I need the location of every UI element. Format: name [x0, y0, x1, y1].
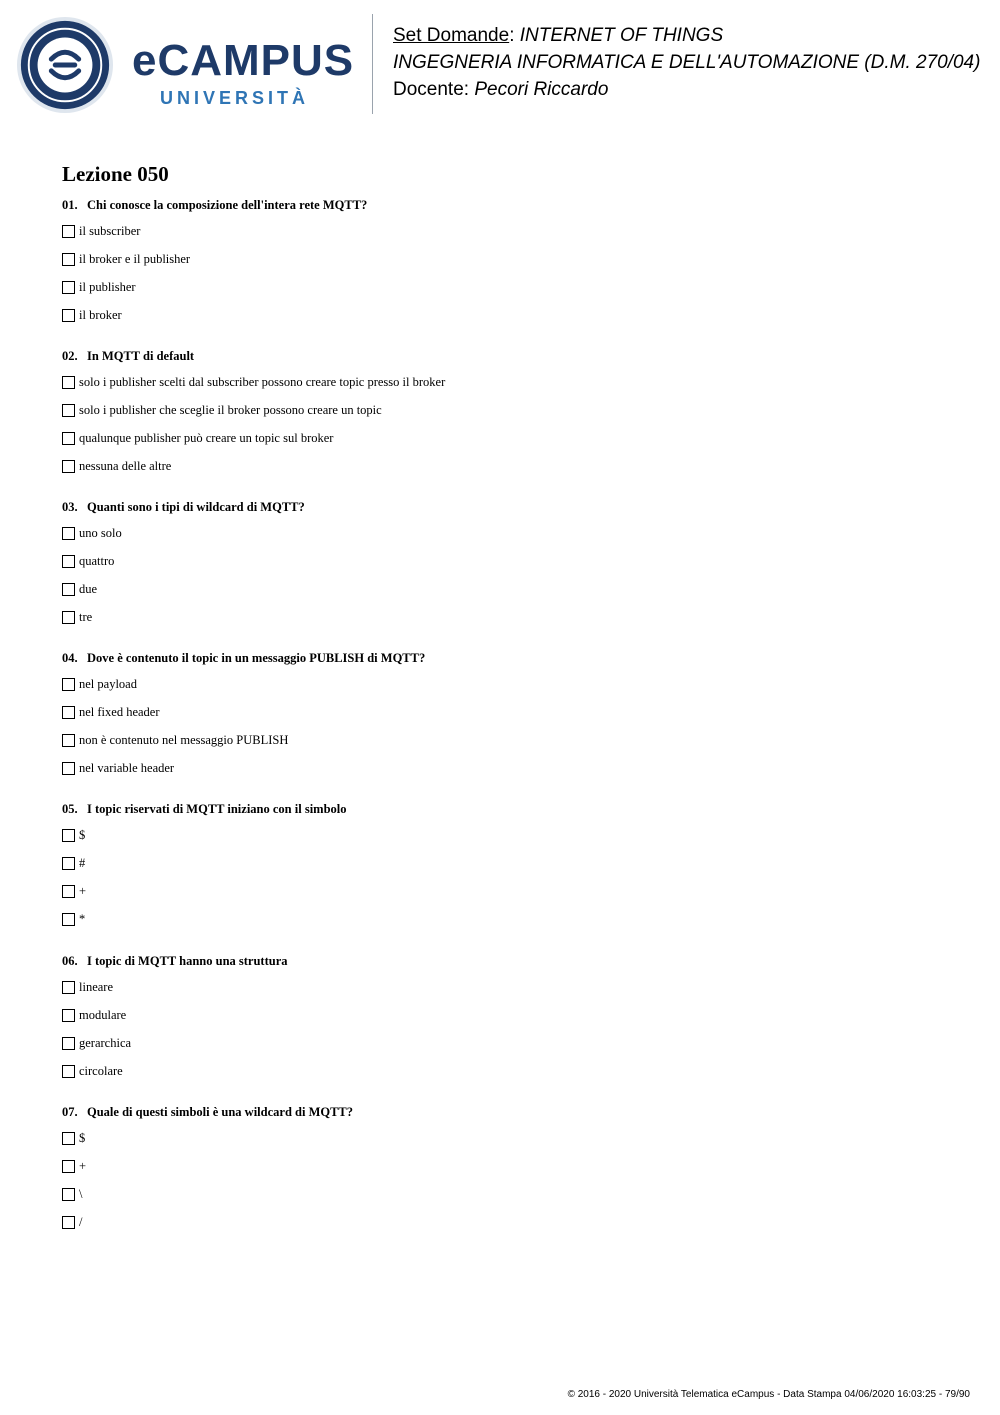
answer-checkbox[interactable]	[62, 1132, 75, 1145]
answer-option[interactable]	[62, 911, 85, 927]
page-footer: © 2016 - 2020 Università Telematica eCampus - Data Stampa 04/06/2020 16:03:25 - 79/90	[567, 1389, 970, 1400]
question-text: In MQTT di default	[87, 349, 195, 363]
answer-option[interactable]	[62, 979, 113, 995]
answer-label: modulare	[79, 1007, 127, 1022]
answer-checkbox[interactable]	[62, 706, 75, 719]
header-divider	[372, 14, 373, 114]
answer-checkbox[interactable]	[62, 225, 75, 238]
answer-label: nel fixed header	[79, 704, 160, 719]
set-line: Set Domande: INTERNET OF THINGS	[393, 25, 724, 46]
answer-checkbox[interactable]	[62, 404, 75, 417]
answer-label: +	[79, 1158, 87, 1173]
answer-checkbox[interactable]	[62, 281, 75, 294]
answer-checkbox[interactable]	[62, 734, 75, 747]
answer-checkbox[interactable]	[62, 913, 75, 926]
answer-option[interactable]	[62, 251, 190, 267]
question-6	[62, 954, 288, 969]
page-header	[0, 0, 1000, 130]
answer-checkbox[interactable]	[62, 885, 75, 898]
answer-label: il subscriber	[79, 223, 141, 238]
answer-label: lineare	[79, 979, 114, 994]
answer-label: /	[79, 1214, 83, 1229]
answer-checkbox[interactable]	[62, 583, 75, 596]
question-number: 04.	[62, 651, 78, 665]
answer-option[interactable]	[62, 1035, 131, 1051]
question-text: Quale di questi simboli è una wildcard di MQTT?	[87, 1105, 354, 1119]
answer-option[interactable]	[62, 827, 85, 843]
set-value: INTERNET OF THINGS	[519, 25, 724, 46]
question-5	[62, 802, 347, 817]
question-text: Dove è contenuto il topic in un messaggio PUBLISH di MQTT?	[87, 651, 426, 665]
answer-label: $	[79, 827, 86, 842]
answer-label: solo i publisher che sceglie il broker possono creare un topic	[79, 402, 382, 417]
answer-checkbox[interactable]	[62, 1216, 75, 1229]
answer-checkbox[interactable]	[62, 253, 75, 266]
answer-option[interactable]	[62, 1063, 123, 1079]
question-text: Quanti sono i tipi di wildcard di MQTT?	[87, 500, 305, 514]
answer-option[interactable]	[62, 581, 97, 597]
answer-label: due	[79, 581, 98, 596]
answer-label: nel variable header	[79, 760, 175, 775]
answer-option[interactable]	[62, 279, 136, 295]
answer-option[interactable]	[62, 676, 137, 692]
question-text: Chi conosce la composizione dell'intera rete MQTT?	[87, 198, 368, 212]
answer-checkbox[interactable]	[62, 1065, 75, 1078]
answer-option[interactable]	[62, 402, 382, 418]
answer-option[interactable]	[62, 553, 114, 569]
answer-option[interactable]	[62, 307, 122, 323]
question-2	[62, 349, 194, 364]
answer-label: tre	[79, 609, 93, 624]
university-seal-logo	[16, 16, 114, 114]
answer-option[interactable]	[62, 1158, 86, 1174]
answer-option[interactable]	[62, 1186, 82, 1202]
answer-checkbox[interactable]	[62, 527, 75, 540]
question-number: 07.	[62, 1105, 78, 1119]
answer-checkbox[interactable]	[62, 1188, 75, 1201]
answer-option[interactable]	[62, 525, 122, 541]
answer-checkbox[interactable]	[62, 309, 75, 322]
answer-label: gerarchica	[79, 1035, 132, 1050]
header-info	[393, 22, 980, 103]
answer-checkbox[interactable]	[62, 1037, 75, 1050]
question-number: 01.	[62, 198, 78, 212]
brand-logo	[130, 38, 360, 114]
set-label: Set Domande	[393, 25, 510, 46]
answer-label: solo i publisher scelti dal subscriber possono creare topic presso il broker	[79, 374, 446, 389]
answer-checkbox[interactable]	[62, 1009, 75, 1022]
answer-option[interactable]	[62, 430, 333, 446]
answer-checkbox[interactable]	[62, 981, 75, 994]
answer-checkbox[interactable]	[62, 829, 75, 842]
answer-checkbox[interactable]	[62, 432, 75, 445]
answer-checkbox[interactable]	[62, 611, 75, 624]
answer-option[interactable]	[62, 732, 288, 748]
answer-option[interactable]	[62, 1130, 85, 1146]
answer-checkbox[interactable]	[62, 460, 75, 473]
answer-label: $	[79, 1130, 86, 1145]
question-number: 03.	[62, 500, 78, 514]
answer-checkbox[interactable]	[62, 376, 75, 389]
teacher-name: Pecori Riccardo	[474, 79, 609, 100]
answer-checkbox[interactable]	[62, 857, 75, 870]
answer-option[interactable]	[62, 704, 160, 720]
answer-option[interactable]	[62, 223, 140, 239]
answer-label: nel payload	[79, 676, 137, 691]
answer-label: circolare	[79, 1063, 123, 1078]
teacher-line	[393, 76, 980, 103]
answer-label: +	[79, 883, 87, 898]
brand-subtitle: UNIVERSITÀ	[160, 88, 310, 108]
answer-option[interactable]	[62, 855, 85, 871]
answer-checkbox[interactable]	[62, 1160, 75, 1173]
answer-label: il publisher	[79, 279, 136, 294]
answer-label: il broker e il publisher	[79, 251, 191, 266]
brand-name: eCAMPUS	[132, 36, 355, 85]
question-number: 02.	[62, 349, 78, 363]
question-4	[62, 651, 425, 666]
answer-option[interactable]	[62, 458, 171, 474]
question-text: I topic di MQTT hanno una struttura	[87, 954, 288, 968]
question-text: I topic riservati di MQTT iniziano con il simbolo	[87, 802, 347, 816]
answer-checkbox[interactable]	[62, 762, 75, 775]
question-3	[62, 500, 305, 515]
answer-option[interactable]	[62, 609, 92, 625]
answer-label: nessuna delle altre	[79, 458, 172, 473]
lesson-title: Lezione 050	[62, 162, 169, 186]
answer-option[interactable]	[62, 1007, 126, 1023]
answer-option[interactable]	[62, 883, 86, 899]
answer-label: \	[79, 1186, 83, 1201]
degree-line: INGEGNERIA INFORMATICA E DELL'AUTOMAZIONE (D.M. 270/04)	[393, 52, 981, 73]
question-7	[62, 1105, 353, 1120]
answer-label: uno solo	[79, 525, 122, 540]
question-1	[62, 198, 367, 213]
answer-label: quattro	[79, 553, 115, 568]
question-number: 06.	[62, 954, 78, 968]
teacher-label: Docente:	[393, 79, 470, 100]
answer-label: *	[79, 911, 86, 926]
answer-checkbox[interactable]	[62, 678, 75, 691]
answer-label: qualunque publisher può creare un topic sul broker	[79, 430, 334, 445]
question-number: 05.	[62, 802, 78, 816]
answer-label: #	[79, 855, 86, 870]
answer-option[interactable]	[62, 760, 174, 776]
answer-checkbox[interactable]	[62, 555, 75, 568]
answer-label: non è contenuto nel messaggio PUBLISH	[79, 732, 289, 747]
answer-option[interactable]	[62, 374, 445, 390]
answer-option[interactable]	[62, 1214, 82, 1230]
answer-label: il broker	[79, 307, 122, 322]
